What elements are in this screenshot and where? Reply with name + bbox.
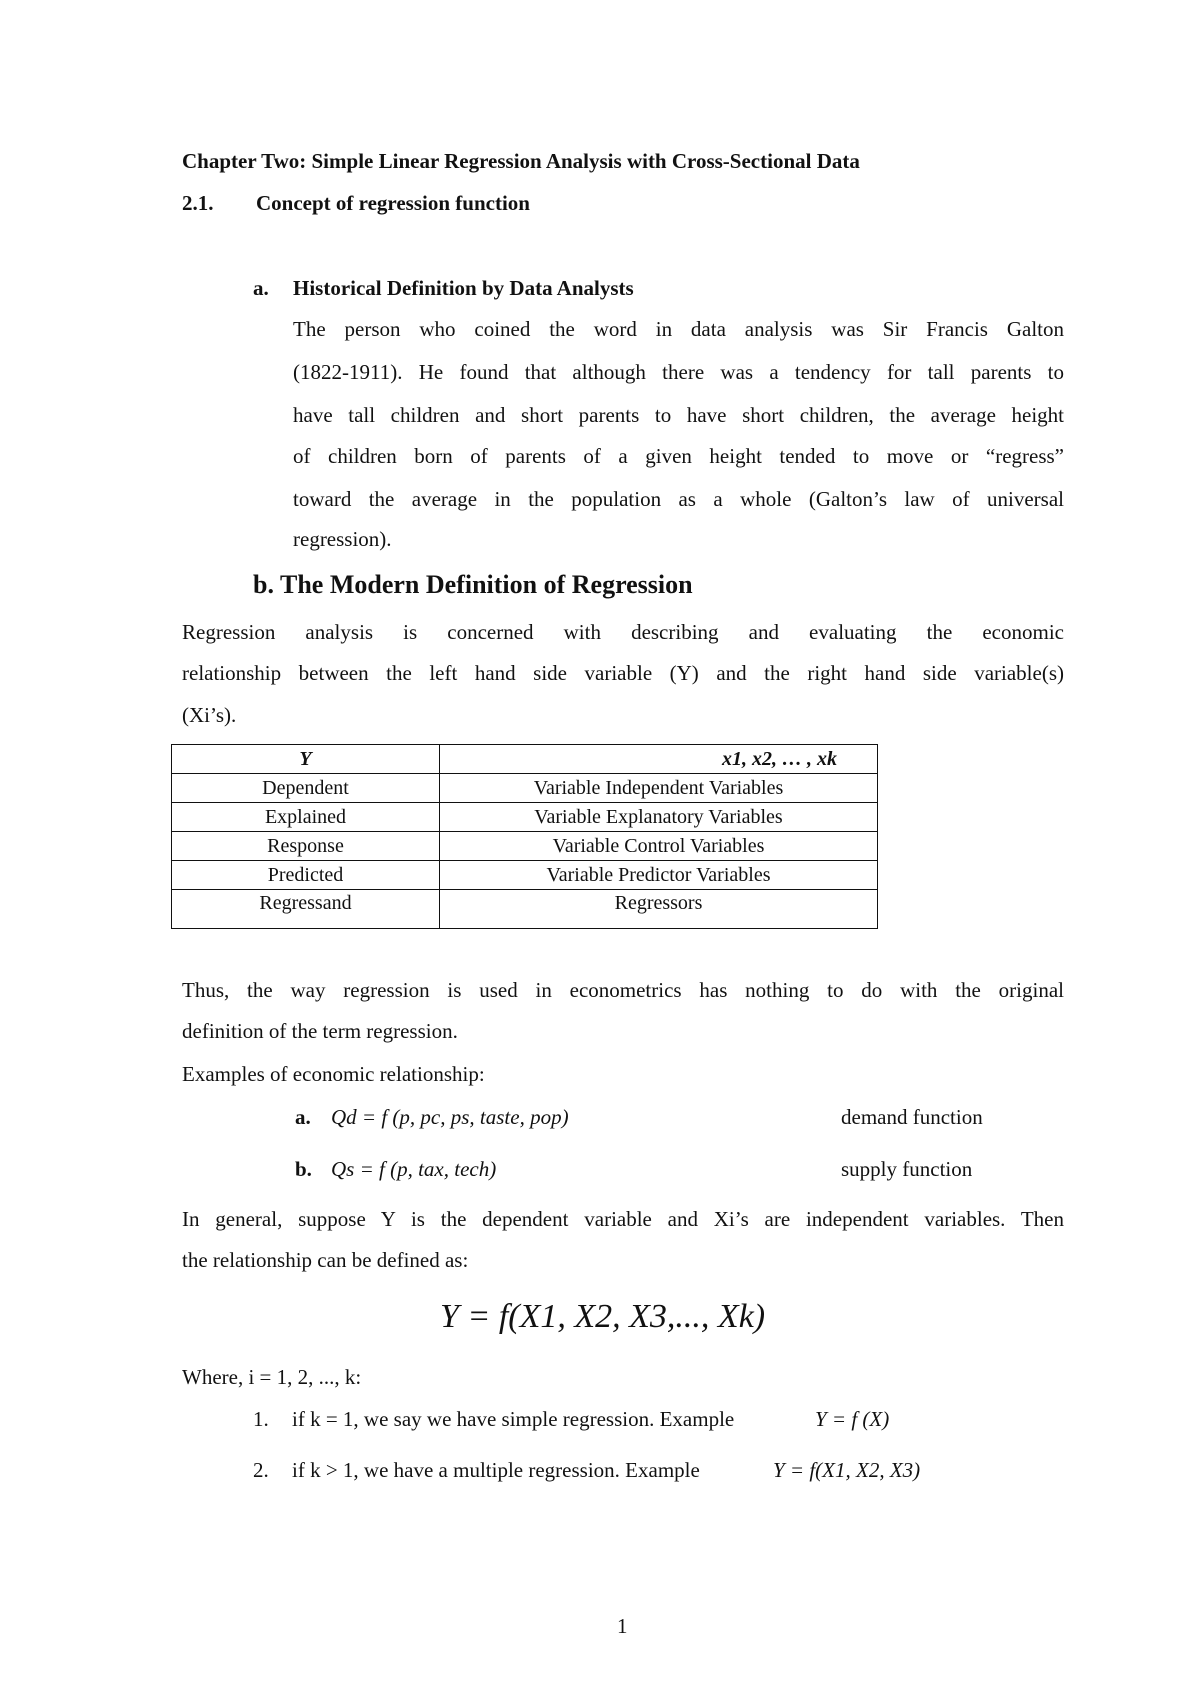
general-line: the relationship can be defined as: [182, 1248, 469, 1272]
table-header: Y [172, 745, 440, 774]
main-equation: Y = f(X1, X2, X3,..., Xk) [440, 1298, 766, 1335]
historical-marker: a. [253, 276, 269, 300]
historical-heading: Historical Definition by Data Analysts [293, 276, 634, 300]
case-equation: Y = f(X1, X2, X3) [773, 1458, 921, 1482]
table-cell: Dependent [172, 774, 440, 803]
demand-label: demand function [841, 1105, 983, 1129]
table-row [172, 774, 878, 803]
table-cell: Regressors [440, 890, 878, 929]
modern-heading: b. The Modern Definition of Regression [253, 570, 693, 599]
case-marker: 1. [253, 1407, 269, 1431]
thus-line: definition of the term regression. [182, 1019, 458, 1043]
table-cell: Variable Control Variables [440, 832, 878, 861]
table-cell: Variable Predictor Variables [440, 861, 878, 890]
table-cell: Predicted [172, 861, 440, 890]
table-row [172, 861, 878, 890]
table-cell: Regressand [172, 890, 440, 929]
example-marker: b. [295, 1157, 312, 1181]
case-text: if k = 1, we say we have simple regression. Example [292, 1407, 735, 1431]
variable-terms-table [171, 744, 878, 929]
table-cell: Variable Independent Variables [440, 774, 878, 803]
table-cell: Variable Explanatory Variables [440, 803, 878, 832]
section-number: 2.1. [182, 191, 214, 215]
case-marker: 2. [253, 1458, 269, 1482]
where-line: Where, i = 1, 2, ..., k: [182, 1365, 362, 1389]
modern-line: (Xi’s). [182, 703, 237, 727]
table-cell: Response [172, 832, 440, 861]
table-header-row [172, 745, 878, 774]
historical-line: The person who coined the word in data analysis was Sir Francis Galton [293, 317, 1064, 341]
chapter-title: Chapter Two: Simple Linear Regression Analysis with Cross-Sectional Data [182, 149, 860, 173]
historical-line: of children born of parents of a given height tended to move or “regress” [293, 444, 1064, 468]
case-equation: Y = f (X) [815, 1407, 890, 1431]
table-header: x1, x2, … , xk [440, 745, 878, 774]
page-number: 1 [617, 1614, 628, 1638]
examples-intro: Examples of economic relationship: [182, 1062, 485, 1086]
table-row [172, 890, 878, 929]
case-text: if k > 1, we have a multiple regression. Example [292, 1458, 700, 1482]
table-cell: Explained [172, 803, 440, 832]
general-line: In general, suppose Y is the dependent variable and Xi’s are independent variables. Then [182, 1207, 1064, 1231]
historical-line: regression). [293, 527, 392, 551]
thus-line: Thus, the way regression is used in econometrics has nothing to do with the original [182, 978, 1064, 1002]
supply-label: supply function [841, 1157, 973, 1181]
section-title: Concept of regression function [256, 191, 530, 215]
modern-line: relationship between the left hand side variable (Y) and the right hand side variable(s) [182, 661, 1064, 685]
table-row [172, 832, 878, 861]
supply-equation: Qs = f (p, tax, tech) [331, 1157, 497, 1181]
modern-line: Regression analysis is concerned with describing and evaluating the economic [182, 620, 1064, 644]
example-marker: a. [295, 1105, 311, 1129]
table-row [172, 803, 878, 832]
demand-equation: Qd = f (p, pc, ps, taste, pop) [331, 1105, 569, 1129]
historical-line: have tall children and short parents to have short children, the average height [293, 403, 1064, 427]
historical-line: toward the average in the population as a whole (Galton’s law of universal [293, 487, 1064, 511]
historical-line: (1822-1911). He found that although there was a tendency for tall parents to [293, 360, 1064, 384]
